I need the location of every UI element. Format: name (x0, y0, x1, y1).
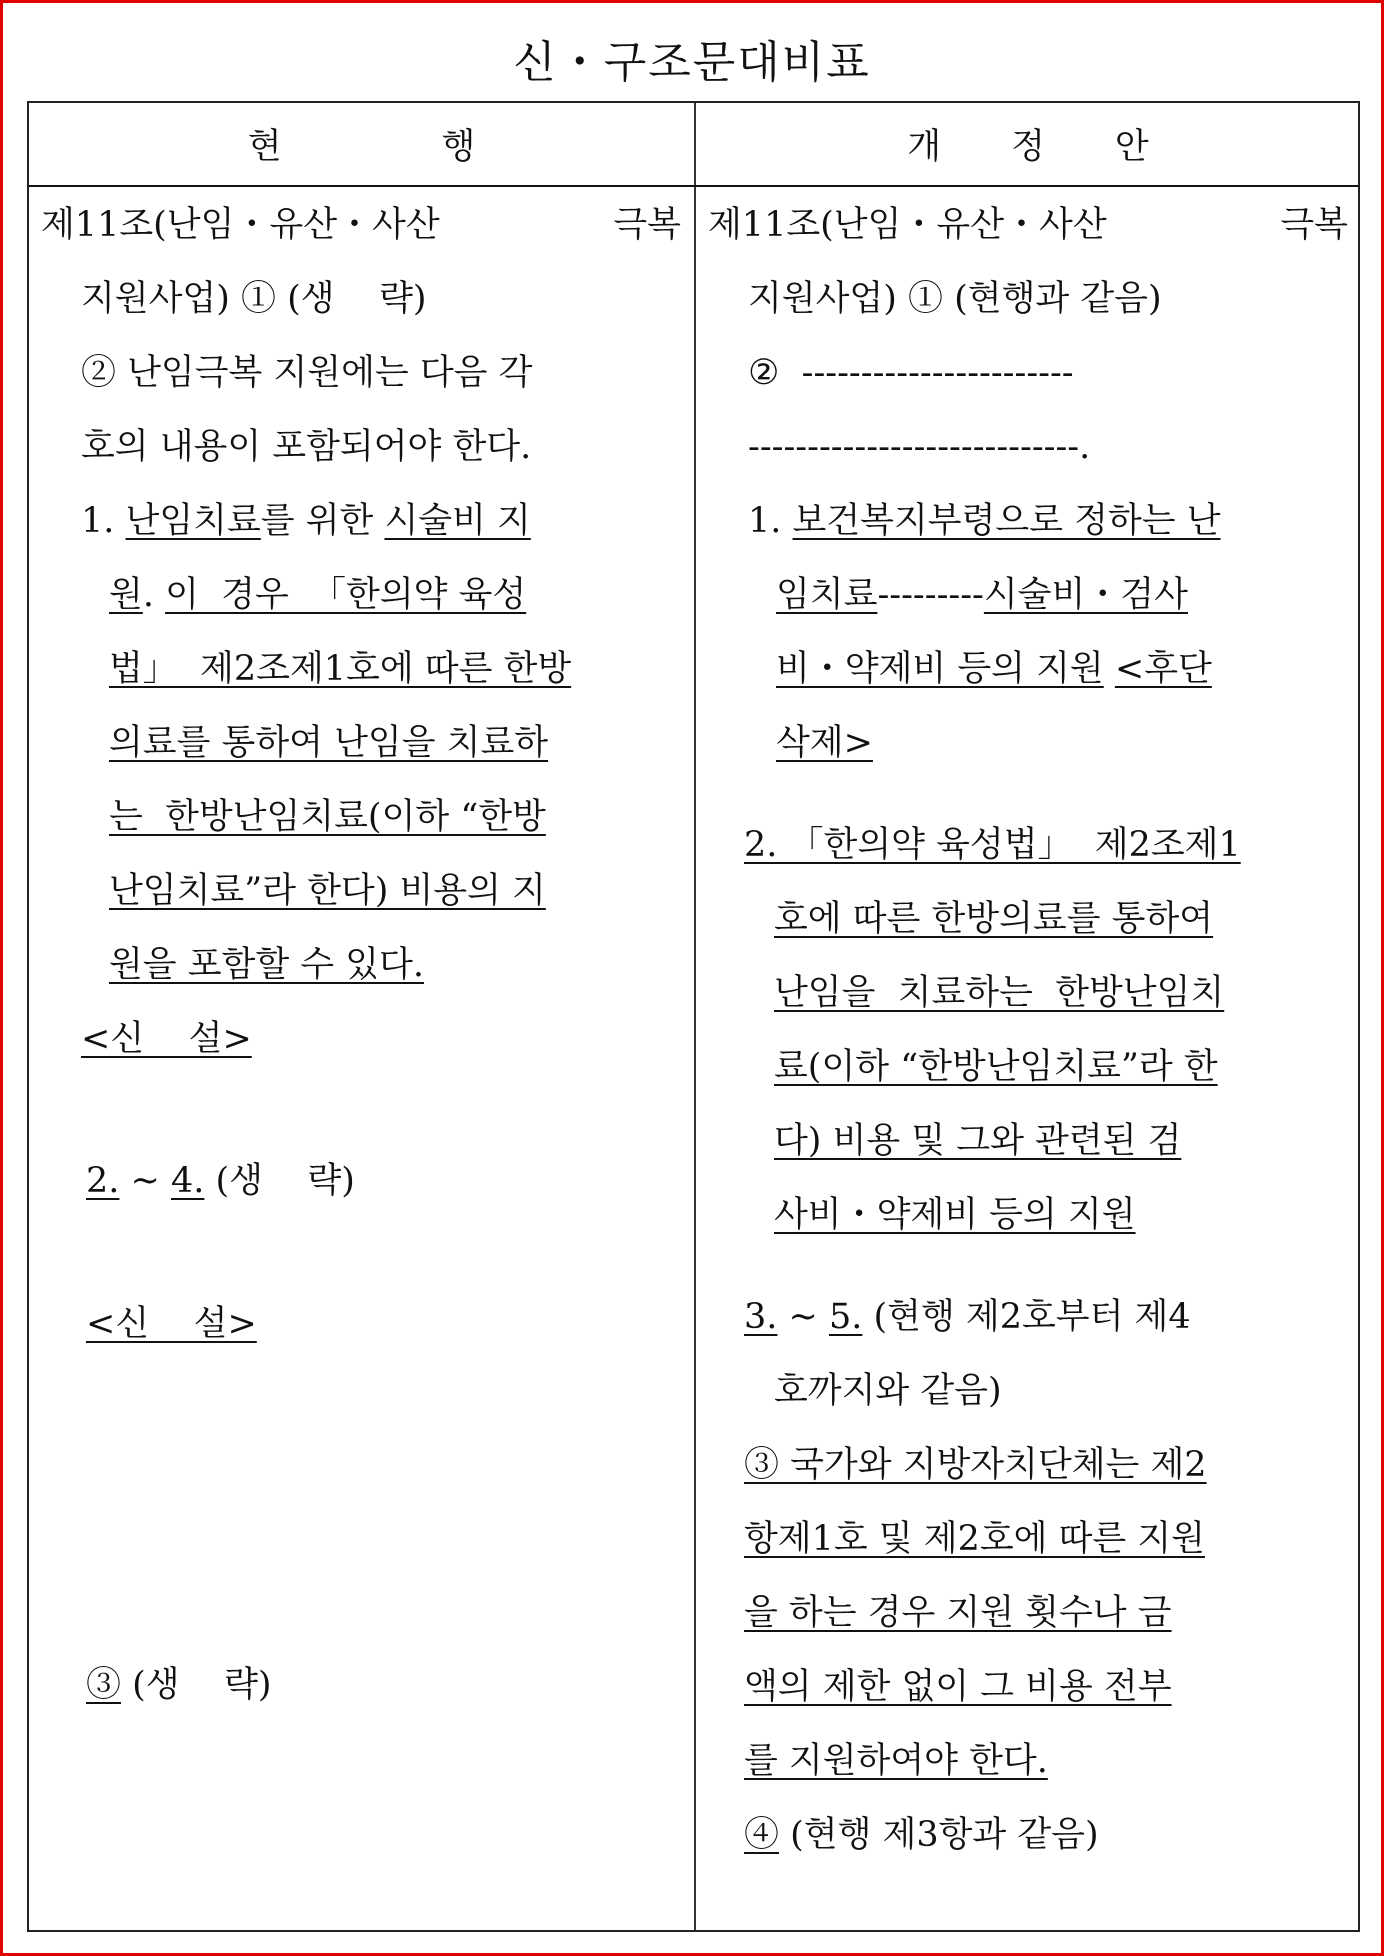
revised-text-line (774, 1193, 1136, 1237)
revised-text-line (744, 1739, 1048, 1783)
current-text-line (109, 721, 548, 765)
current-text-line (109, 869, 546, 913)
text-segment: (현행 제3항과 같음) (779, 1815, 1099, 1855)
revised-text-line (744, 823, 1241, 867)
revised-text-line (744, 1517, 1205, 1561)
underlined-text: 시술비 지 (384, 501, 531, 541)
text-segment: ----------------------------. (748, 427, 1091, 467)
current-text-line (109, 573, 526, 617)
header-current-char: 현 (247, 127, 282, 167)
current-text-line (86, 1663, 272, 1707)
text-segment: (현행 제2호부터 제4 (862, 1297, 1191, 1337)
header-revised-char: 정 (1011, 127, 1045, 167)
revised-text-line (744, 1295, 1191, 1339)
current-text-line (109, 647, 571, 691)
underlined-text: <신 설> (81, 1019, 252, 1059)
text-segment: ~ (119, 1161, 171, 1201)
text-segment: . (142, 575, 166, 615)
revised-text-line (748, 351, 1074, 395)
page-title: 신・구조문대비표 (513, 37, 871, 88)
text-segment: 제11조(난임・유산・사산 (708, 205, 1107, 245)
underlined-text: 다) 비용 및 그와 관련된 검 (774, 1121, 1182, 1161)
revised-text-line (774, 1119, 1181, 1163)
underlined-text: 5. (828, 1297, 863, 1337)
current-text-line (86, 1302, 257, 1346)
revised-text-line (774, 1045, 1218, 1089)
underlined-text: 는 한방난임치료(이하 “한방 (109, 797, 546, 837)
revised-text-line (774, 1369, 1002, 1413)
current-text-line (109, 795, 546, 839)
text-segment: 지원사업) ① (현행과 같음) (748, 279, 1162, 319)
underlined-text: 법」 제2조제1호에 따른 한방 (109, 649, 572, 689)
text-segment: ~ (777, 1297, 829, 1337)
underlined-text: 난임치료 (125, 501, 261, 541)
underlined-text: 사비・약제비 등의 지원 (774, 1195, 1136, 1235)
current-text-line (81, 499, 531, 543)
text-segment: (생 략) (204, 1161, 355, 1201)
underlined-text: 임치료 (776, 575, 878, 615)
text-segment: 를 위한 (260, 501, 385, 541)
underlined-text: 를 지원하여야 한다. (744, 1741, 1048, 1781)
revised-text-line (774, 971, 1224, 1015)
text-segment: 극복 (613, 205, 681, 245)
revised-text-line (748, 425, 1090, 469)
current-text-line (86, 1159, 355, 1203)
text-segment (1104, 649, 1115, 689)
underlined-text: 원을 포함할 수 있다. (109, 945, 424, 985)
underlined-text: 삭제> (776, 723, 873, 763)
current-law-column (29, 187, 694, 1930)
underlined-text: 4. (170, 1161, 205, 1201)
text-segment: --------- (877, 575, 984, 615)
header-revised (696, 103, 1360, 185)
current-text-line (41, 203, 681, 247)
current-text-line (81, 351, 681, 395)
header-revised-char: 개 (907, 127, 942, 167)
underlined-text: 의료를 통하여 난임을 치료하 (109, 723, 549, 763)
underlined-text: 을 하는 경우 지원 횟수나 금 (744, 1593, 1172, 1633)
revised-text-line (744, 1813, 1099, 1857)
current-text-line (109, 943, 424, 987)
text-segment: 호까지와 같음) (774, 1371, 1002, 1411)
current-text-line (81, 1017, 252, 1061)
revised-text-line (774, 897, 1213, 941)
revised-text-line (708, 203, 1348, 247)
underlined-text: 보건복지부령으로 정하는 난 (792, 501, 1221, 541)
revised-text-line (744, 1443, 1207, 1487)
current-text-line (81, 277, 427, 321)
current-text-line (81, 425, 531, 469)
revised-text-line (744, 1665, 1172, 1709)
text-segment: (생 략) (121, 1665, 272, 1705)
underlined-text: 2. 「한의약 육성법」 제2조제1 (744, 825, 1241, 865)
underlined-text: 항제1호 및 제2호에 따른 지원 (744, 1519, 1205, 1559)
text-segment: 극복 (1280, 205, 1348, 245)
text-segment: ② 난임극복 지원에는 다음 각 (81, 353, 533, 393)
underlined-text: 난임치료”라 한다) 비용의 지 (109, 871, 546, 911)
text-segment: 지원사업) ① (생 략) (81, 279, 427, 319)
underlined-text: ③ (86, 1665, 122, 1705)
underlined-text: 호에 따른 한방의료를 통하여 (774, 899, 1214, 939)
underlined-text: 3. (744, 1297, 778, 1337)
header-revised-char: 안 (1114, 127, 1149, 167)
underlined-text: 비・약제비 등의 지원 (776, 649, 1104, 689)
underlined-text: ③ 국가와 지방자치단체는 제2 (744, 1445, 1207, 1485)
underlined-text: <후단 (1114, 649, 1212, 689)
text-segment: 호의 내용이 포함되어야 한다. (81, 427, 532, 467)
header-current-char: 행 (441, 127, 476, 167)
underlined-text: ④ (744, 1815, 780, 1855)
underlined-text: 액의 제한 없이 그 비용 전부 (744, 1667, 1172, 1707)
revised-text-line (744, 1591, 1172, 1635)
underlined-text: <신 설> (86, 1304, 257, 1344)
revised-text-line (776, 573, 1188, 617)
revised-text-line (748, 277, 1162, 321)
header-current (29, 103, 694, 185)
revised-law-column (696, 187, 1360, 1930)
revised-text-line (748, 499, 1221, 543)
text-segment: 제11조(난임・유산・사산 (41, 205, 440, 245)
underlined-text: 원 (109, 575, 143, 615)
underlined-text: 이 경우 「한의약 육성 (165, 575, 527, 615)
comparison-table (27, 101, 1360, 1932)
underlined-text: 2. (86, 1161, 120, 1201)
underlined-text: 료(이하 “한방난임치료”라 한 (774, 1047, 1218, 1087)
text-segment: 1. (81, 501, 126, 541)
text-segment: ② ----------------------- (748, 353, 1074, 393)
underlined-text: 난임을 치료하는 한방난임치 (774, 973, 1225, 1013)
revised-text-line (776, 647, 1212, 691)
revised-text-line (776, 721, 873, 765)
underlined-text: 시술비・검사 (983, 575, 1188, 615)
text-segment: 1. (748, 501, 793, 541)
